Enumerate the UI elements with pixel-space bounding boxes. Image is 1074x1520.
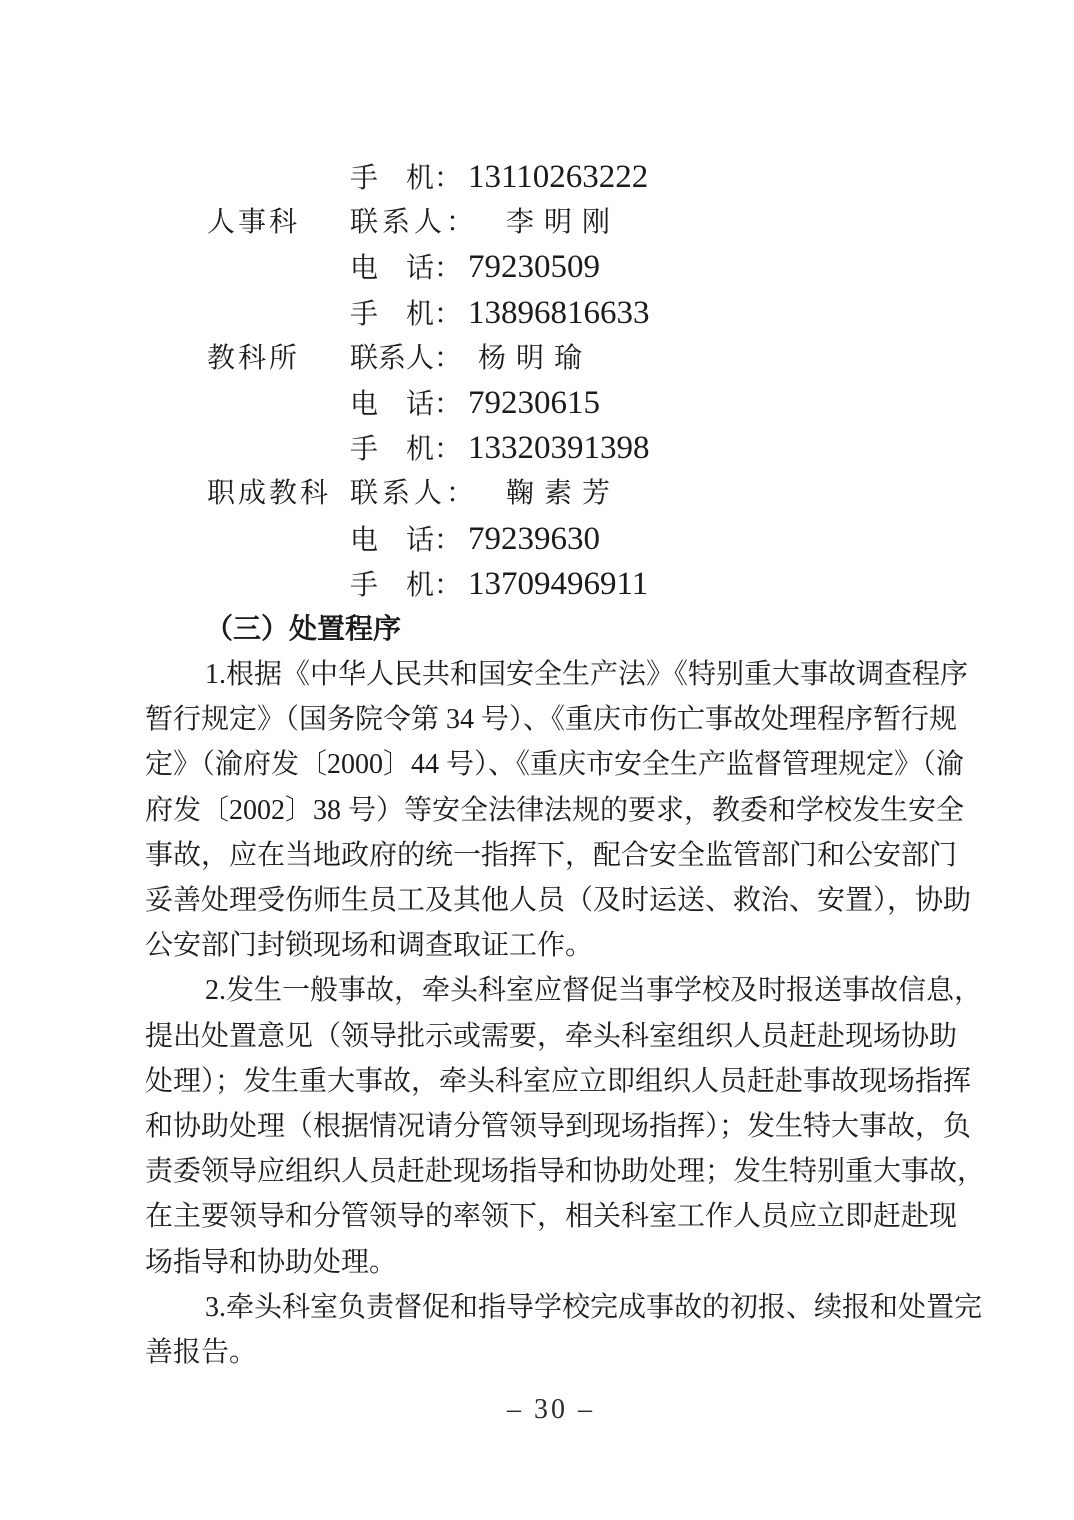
paragraph-line: 善报告。 — [145, 1336, 258, 1368]
phone-number: 79230615 — [468, 384, 601, 421]
section-heading: （三）处置程序 — [205, 613, 402, 645]
contact-row — [145, 471, 963, 516]
contact-row — [145, 245, 963, 290]
paragraph-line: 1.根据《中华人民共和国安全生产法》《特别重大事故调查程序 — [205, 659, 969, 691]
field-label: 电 话： — [350, 388, 463, 420]
department-label: 教科所 — [207, 342, 301, 374]
mobile-number: 13320391398 — [468, 430, 650, 467]
paragraph-line: 和协助处理（根据情况请分管领导到现场指挥）；发生特大事故，负 — [145, 1110, 972, 1142]
field-label: 联系人： — [350, 478, 479, 510]
field-label: 手 机： — [350, 434, 463, 466]
field-label: 电 话： — [350, 253, 463, 285]
field-label: 电 话： — [350, 524, 463, 556]
mobile-number: 13709496911 — [468, 565, 649, 602]
phone-number: 79230509 — [468, 249, 601, 286]
paragraph-line: 府发〔2002〕38 号）等安全法律法规的要求，教委和学校发生安全 — [145, 794, 965, 826]
mobile-number: 13110263222 — [468, 159, 649, 195]
paragraph-line: 场指导和协助处理。 — [145, 1246, 398, 1278]
contact-row — [145, 426, 963, 471]
contact-row — [145, 562, 963, 607]
paragraph-line: 责委领导应组织人员赶赴现场指导和协助处理；发生特别重大事故， — [145, 1156, 986, 1188]
contact-row — [145, 517, 963, 562]
paragraph-line: 妥善处理受伤师生员工及其他人员（及时运送、救治、安置），协助 — [145, 885, 972, 916]
department-label: 职成教科 — [207, 478, 332, 510]
contact-row — [145, 155, 963, 200]
field-label: 手 机： — [350, 163, 463, 194]
paragraph-line: 在主要领导和分管领导的率领下，相关科室工作人员应立即赶赴现 — [145, 1201, 958, 1233]
contact-row — [145, 381, 963, 426]
contact-row — [145, 291, 963, 336]
field-label: 手 机： — [350, 569, 463, 601]
contact-person-name: 杨明瑜 — [478, 342, 593, 374]
paragraph-line: 事故，应在当地政府的统一指挥下，配合安全监管部门和公安部门 — [145, 839, 958, 871]
document-body — [145, 155, 986, 1375]
mobile-number: 13896816633 — [468, 294, 650, 331]
contact-row — [145, 200, 963, 245]
paragraph-line: 暂行规定》（国务院令第 34 号）、《重庆市伤亡事故处理程序暂行规 — [145, 704, 958, 736]
field-label: 手 机： — [350, 298, 463, 330]
department-label: 人事科 — [207, 207, 301, 239]
contact-row — [145, 336, 963, 381]
paragraph-line: 提出处置意见（领导批示或需要，牵头科室组织人员赶赴现场协助 — [145, 1020, 958, 1052]
field-label: 联系人： — [350, 342, 463, 374]
paragraph-line: 定》（渝府发〔2000〕44 号）、《重庆市安全生产监督管理规定》（渝 — [145, 749, 965, 781]
paragraph-line: 2.发生一般事故，牵头科室应督促当事学校及时报送事故信息， — [205, 975, 983, 1007]
phone-number: 79239630 — [468, 520, 601, 557]
paragraph-line: 3.牵头科室负责督促和指导学校完成事故的初报、续报和处置完 — [205, 1291, 983, 1323]
paragraph-line: 公安部门封锁现场和调查取证工作。 — [145, 930, 594, 962]
page-number: – 30 – — [507, 1394, 595, 1425]
field-label: 联系人： — [350, 207, 479, 239]
paragraph-line: 处理）；发生重大事故，牵头科室应立即组织人员赶赴事故现场指挥 — [145, 1065, 972, 1097]
contact-person-name: 鞠素芳 — [506, 478, 621, 510]
contact-person-name: 李明刚 — [506, 207, 621, 239]
